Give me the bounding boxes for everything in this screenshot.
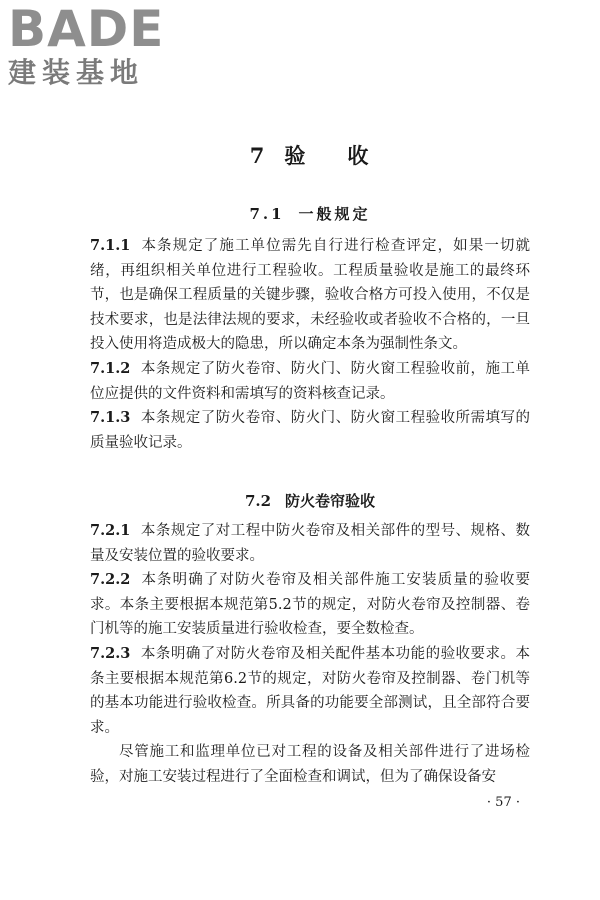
page-number: · 57 · [486,795,520,810]
clause-7-1-3 [90,406,530,455]
section-title-7-2 [90,490,530,511]
body-paragraph [90,740,530,789]
clause-7-1-1 [90,234,530,357]
chapter-number: 7 [249,143,267,168]
clause-text: 本条明确了对防火卷帘及相关配件基本功能的验收要求。本条主要根据本规范第6.2节的规定，对防火卷帘及控制器、卷门机等的基本功能进行验收检查。所具备的功能要全部测试，且全部符合要求。 [90,645,530,736]
chapter-title-part2: 收 [347,143,371,168]
clause-text: 本条规定了防火卷帘、防火门、防火窗工程验收前，施工单位应提供的文件资料和需填写的资料核查记录。 [90,360,530,402]
clause-text: 本条规定了防火卷帘、防火门、防火窗工程验收所需填写的质量验收记录。 [90,410,530,451]
clause-number: 7.1.1 [90,237,131,254]
section-number: 7.2 [244,492,272,510]
chapter-title [90,140,530,170]
bade-logo [8,0,178,94]
clause-number: 7.1.2 [90,359,131,377]
clause-text: 本条规定了施工单位需先自行进行检查评定，如果一切就绪，再组织相关单位进行工程验收。工程质量验收是施工的最终环节，也是确保工程质量的关键步骤，验收合格方可投入使用，不仅是技术要求，也是法律法规的要求，未经验收或者验收不合格的，一旦投入使用将造成极大的隐患，所以确定本条为强制性条文。 [90,238,530,353]
clause-text: 本条规定了对工程中防火卷帘及相关部件的型号、规格、数量及安装位置的验收要求。 [90,523,530,564]
paragraph-text: 尽管施工和监理单位已对工程的设备及相关部件进行了进场检验，对施工安装过程进行了全面检查和调试，但为了确保设备安 [90,744,530,785]
section-name: 一般规定 [298,205,371,223]
section-body-7-1 [90,234,530,455]
section-body-7-2 [90,519,530,790]
logo-tagline: 建装基地 [8,56,145,89]
clause-7-2-3 [90,642,530,740]
clause-7-2-1 [90,519,530,568]
logo-wordmark: BADE [8,0,165,58]
clause-number: 7.2.3 [90,644,131,662]
clause-number: 7.2.1 [90,522,131,539]
clause-number: 7.1.3 [90,409,131,427]
section-title-7-1 [90,203,530,224]
section-name: 防火卷帘验收 [285,492,376,510]
clause-text: 本条明确了对防火卷帘及相关部件施工安装质量的验收要求。本条主要根据本规范第5.2节的规定，对防火卷帘及控制器、卷门机等的施工安装质量进行验收检查，要全数检查。 [90,572,530,638]
clause-7-2-2 [90,568,530,642]
clause-number: 7.2.2 [90,571,131,589]
chapter-title-part1: 验 [284,143,308,168]
section-number: 7.1 [249,205,285,223]
clause-7-1-2 [90,357,530,406]
